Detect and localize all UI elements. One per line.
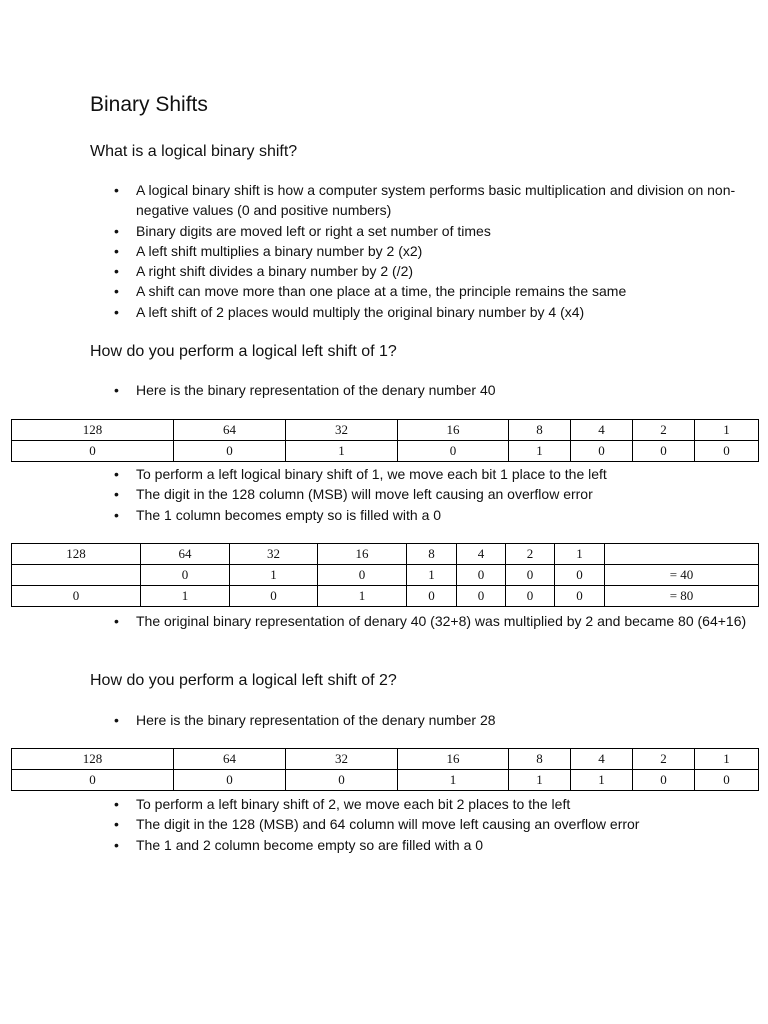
header-cell: 1 xyxy=(695,420,759,441)
bullet-list-definition xyxy=(90,180,750,322)
table-header-row xyxy=(12,749,759,770)
header-cell: 8 xyxy=(509,420,571,441)
bit-cell: 0 xyxy=(457,565,506,586)
header-cell: 4 xyxy=(457,544,506,565)
section-heading-shift-of-2: How do you perform a logical left shift of 2? xyxy=(90,672,397,689)
bit-cell: 0 xyxy=(174,770,286,791)
bullet-list-shift1-conclusion xyxy=(90,611,750,631)
bit-cell: 1 xyxy=(571,770,633,791)
bit-cell: 1 xyxy=(398,770,509,791)
table-header-row xyxy=(12,420,759,441)
section-heading-what-is-shift: What is a logical binary shift? xyxy=(90,143,298,160)
denary-value-cell: = 40 xyxy=(605,565,759,586)
bit-cell: 1 xyxy=(509,770,571,791)
list-item: • A shift can move more than one place at a time, the principle remains the same xyxy=(90,281,750,301)
list-item: • A right shift divides a binary number by 2 (/2) xyxy=(90,261,750,281)
bit-cell: 0 xyxy=(12,586,141,607)
table-header-row xyxy=(12,544,759,565)
header-cell: 2 xyxy=(633,420,695,441)
bit-cell: 0 xyxy=(12,441,174,462)
header-cell: 32 xyxy=(286,749,398,770)
header-cell xyxy=(605,544,759,565)
bit-cell: 0 xyxy=(174,441,286,462)
table-row xyxy=(12,565,759,586)
list-item: • To perform a left logical binary shift of 1, we move each bit 1 place to the left xyxy=(90,464,750,484)
binary-table-40 xyxy=(11,419,759,462)
table-row xyxy=(12,441,759,462)
header-cell: 1 xyxy=(695,749,759,770)
header-cell: 128 xyxy=(12,749,174,770)
header-cell: 64 xyxy=(174,420,286,441)
bit-cell: 1 xyxy=(407,565,457,586)
header-cell: 4 xyxy=(571,749,633,770)
bullet-list-shift1-steps xyxy=(90,464,750,525)
bit-cell: 0 xyxy=(12,770,174,791)
list-item: • The 1 and 2 column become empty so are filled with a 0 xyxy=(90,835,750,855)
list-item: • The original binary representation of denary 40 (32+8) was multiplied by 2 and became 80 (64+16) xyxy=(90,611,750,631)
bullet-list-shift2-steps xyxy=(90,794,750,855)
header-cell: 8 xyxy=(407,544,457,565)
bullet-list-intro-40 xyxy=(90,380,750,400)
bit-cell: 1 xyxy=(318,586,407,607)
page-title: Binary Shifts xyxy=(90,93,208,116)
bit-cell: 0 xyxy=(457,586,506,607)
bit-cell: 0 xyxy=(633,441,695,462)
list-item: • A left shift of 2 places would multiply the original binary number by 4 (x4) xyxy=(90,302,750,322)
header-cell: 16 xyxy=(318,544,407,565)
section-heading-shift-of-1: How do you perform a logical left shift of 1? xyxy=(90,343,397,360)
bit-cell: 0 xyxy=(398,441,509,462)
header-cell: 8 xyxy=(509,749,571,770)
list-item: • Here is the binary representation of the denary number 40 xyxy=(90,380,750,400)
header-cell: 128 xyxy=(12,420,174,441)
bit-cell: 0 xyxy=(286,770,398,791)
header-cell: 32 xyxy=(230,544,318,565)
header-cell: 4 xyxy=(571,420,633,441)
bit-cell: 0 xyxy=(318,565,407,586)
list-item: • The digit in the 128 (MSB) and 64 column will move left causing an overflow error xyxy=(90,814,750,834)
table-row xyxy=(12,770,759,791)
bit-cell: 0 xyxy=(571,441,633,462)
header-cell: 1 xyxy=(555,544,605,565)
list-item: • A logical binary shift is how a computer system performs basic multiplication and division on non-negative values (0 and positive numbers) xyxy=(90,180,750,221)
binary-table-28 xyxy=(11,748,759,791)
denary-value-cell: = 80 xyxy=(605,586,759,607)
header-cell: 2 xyxy=(633,749,695,770)
header-cell: 128 xyxy=(12,544,141,565)
bit-cell: 0 xyxy=(506,586,555,607)
header-cell: 32 xyxy=(286,420,398,441)
bit-cell: 0 xyxy=(555,565,605,586)
bit-cell: 0 xyxy=(141,565,230,586)
table-row xyxy=(12,586,759,607)
list-item: • To perform a left binary shift of 2, we move each bit 2 places to the left xyxy=(90,794,750,814)
bit-cell: 0 xyxy=(555,586,605,607)
bit-cell: 0 xyxy=(695,770,759,791)
header-cell: 2 xyxy=(506,544,555,565)
list-item: • Binary digits are moved left or right a set number of times xyxy=(90,221,750,241)
list-item: • Here is the binary representation of the denary number 28 xyxy=(90,710,750,730)
bit-cell: 0 xyxy=(230,586,318,607)
header-cell: 64 xyxy=(141,544,230,565)
bit-cell: 1 xyxy=(230,565,318,586)
list-item: • The digit in the 128 column (MSB) will move left causing an overflow error xyxy=(90,484,750,504)
header-cell: 64 xyxy=(174,749,286,770)
bit-cell xyxy=(12,565,141,586)
bit-cell: 1 xyxy=(286,441,398,462)
bit-cell: 0 xyxy=(695,441,759,462)
bit-cell: 0 xyxy=(506,565,555,586)
header-cell: 16 xyxy=(398,420,509,441)
bullet-list-intro-28 xyxy=(90,710,750,730)
list-item: • A left shift multiplies a binary number by 2 (x2) xyxy=(90,241,750,261)
bit-cell: 0 xyxy=(633,770,695,791)
bit-cell: 1 xyxy=(509,441,571,462)
bit-cell: 1 xyxy=(141,586,230,607)
header-cell: 16 xyxy=(398,749,509,770)
binary-table-shift1-result xyxy=(11,543,759,607)
bit-cell: 0 xyxy=(407,586,457,607)
list-item: • The 1 column becomes empty so is filled with a 0 xyxy=(90,505,750,525)
